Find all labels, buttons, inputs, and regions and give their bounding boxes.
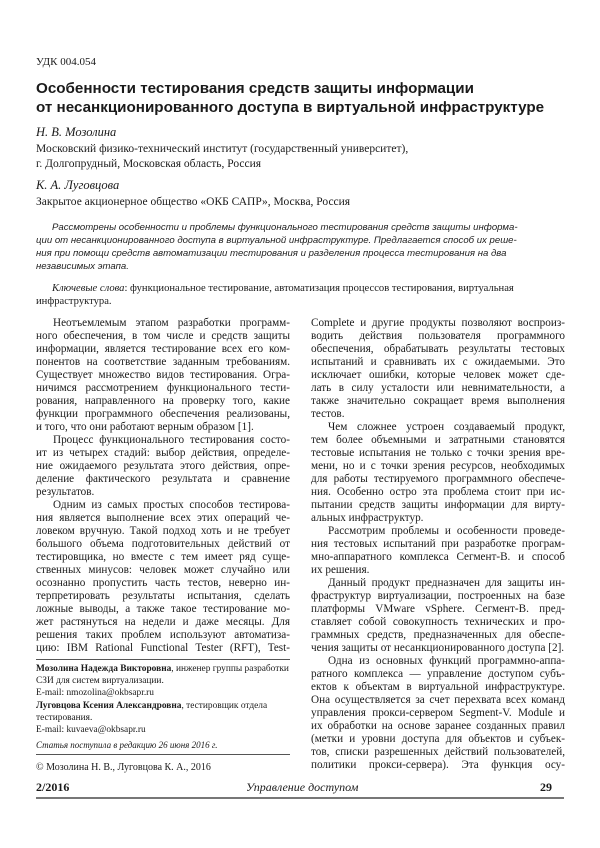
paragraph-line: ратного комплекса — управление доступом субъ-: [311, 668, 565, 681]
paragraph-line: их решения.: [311, 564, 565, 577]
paragraph-line: Одним из самых простых способов тестирова-: [36, 499, 290, 512]
paragraph-line: для работы тестируемого программного обеспече-: [311, 473, 565, 486]
footnote-name: Мозолина Надежда Викторовна: [36, 664, 171, 674]
right-column: [311, 317, 565, 772]
author-footnotes: [36, 663, 292, 736]
paragraph-line: Данный продукт предназначен для защиты ин-: [311, 577, 565, 590]
paragraph-line: ничимся рассмотрением функционального тести-: [36, 382, 290, 395]
footer-rule: [36, 797, 564, 799]
paragraph-line: ственных минусов: человек может случайно или: [36, 564, 290, 577]
affiliation-line: г. Долгопрудный, Московская область, Россия: [36, 157, 408, 172]
copyright: © Мозолина Н. В., Луговцова К. А., 2016: [36, 762, 211, 773]
paragraph-line: решения таких проблем используют автоматиза-: [36, 629, 290, 642]
paragraph-line: функции программного обеспечения реализованы,: [36, 408, 290, 421]
journal-name: Управление доступом: [246, 780, 358, 795]
paragraph-line: политики прокси-сервера). Эта функция осу-: [311, 759, 565, 772]
paragraph-line: Неотъемлемым этапом разработки программ-: [36, 317, 290, 330]
paragraph-line: цию: IBM Rational Functional Tester (RFT), Test-: [36, 642, 290, 655]
footnote-role: , тестировщик отдела тестирования.: [36, 701, 267, 723]
paragraph-line: деление фактического результата и сравнение: [36, 473, 290, 486]
paragraph-line: Рассмотрим проблемы и особенности проведе-: [311, 525, 565, 538]
paragraph-line: платформы VMware vSphere. Сегмент-В. пред-: [311, 603, 565, 616]
paragraph-line: альных инфраструктур.: [311, 512, 565, 525]
author-affiliation: [36, 142, 408, 172]
paragraph-line: ние ожидаемого результата этого действия, опре-: [36, 460, 290, 473]
paragraph-line: информации, является тестирование всех его ком-: [36, 343, 290, 356]
paragraph-line: обеспечения, обрабатывать результаты тестовых: [311, 343, 565, 356]
paragraph-line: тестов.: [311, 408, 565, 421]
paragraph-line: Она осуществляется за счет перехвата всех команд: [311, 694, 565, 707]
abstract-line: независимых этапа.: [36, 260, 564, 273]
author-name: К. А. Луговцова: [36, 178, 119, 193]
footnote-author: [36, 663, 292, 687]
paragraph-line: Существует множество видов тестирования. Огра-: [36, 369, 290, 382]
author-name: Н. В. Мозолина: [36, 125, 116, 140]
footnote-email: E-mail: kuvaeva@okbsapr.ru: [36, 724, 292, 736]
paragraph-line: рования, направленного на проверку того, какие: [36, 395, 290, 408]
title-line: от несанкционированного доступа в виртуальной инфраструктуре: [36, 99, 544, 118]
paragraph-line: ит из четырех стадий: выбор действия, определе-: [36, 447, 290, 460]
paragraph-line: тестировщика, но вместе с тем имеет ряд суще-: [36, 551, 290, 564]
abstract-line: ния при помощи средств автоматизации тестирования и разделения процесса тестирования на два: [36, 247, 564, 260]
paragraph-line: тов, списки разрешенных действий пользователей,: [311, 746, 565, 759]
footnote-author: [36, 700, 292, 724]
keywords-label: Ключевые слова: [52, 283, 124, 294]
page-number: 29: [540, 780, 552, 795]
paragraph-line: Чем сложнее устроен создаваемый продукт,: [311, 421, 565, 434]
paragraph-line: ставляет собой совокупность технических и про-: [311, 616, 565, 629]
paragraph-line: ловеком вручную. Такой подход хоть и не требует: [36, 525, 290, 538]
paragraph-line: тем более объемными и затратными становятся: [311, 434, 565, 447]
paragraph-line: испытаний и сравнивать их с ожидаемыми. Это: [311, 356, 565, 369]
footnote-role: , инженер группы разработки СЗИ для систем виртуализации.: [36, 664, 289, 686]
abstract-line: Рассмотрены особенности и проблемы функционального тестирования средств защиты информа-: [52, 221, 564, 234]
paragraph-line: и того, что они работают верным образом [1].: [36, 421, 290, 434]
received-date: Статья поступила в редакцию 26 июня 2016 г.: [36, 740, 218, 750]
paragraph-line: также значительно сокращает время выполнения: [311, 395, 565, 408]
abstract-line: ции от несанкционированного доступа в виртуальной инфраструктуре. Предлагается способ их реше-: [36, 234, 564, 247]
paragraph-line: ния тестовых испытаний при разработке програм-: [311, 538, 565, 551]
article-title: [36, 80, 544, 117]
issue-number: 2/2016: [36, 780, 69, 795]
paragraph-line: фраструктур виртуализации, построенных на базе: [311, 590, 565, 603]
paragraph-line: граммных средств, предназначенных для обеспе-: [311, 629, 565, 642]
title-line: Особенности тестирования средств защиты информации: [36, 80, 544, 99]
paragraph-line: ного обеспечения, в том числе и средств защиты: [36, 330, 290, 343]
paragraph-line: Процесс функционального тестирования состо-: [36, 434, 290, 447]
paragraph-line: исключает ошибки, которые человек может сде-: [311, 369, 565, 382]
paragraph-line: лать в силу усталости или невнимательности, а: [311, 382, 565, 395]
paragraph-line: (метки и уровни доступа для объектов и субъек-: [311, 733, 565, 746]
paragraph-line: ложные выводы, а также такое тестирование мо-: [36, 603, 290, 616]
footnote-email: E-mail: nmozolina@okbsapr.ru: [36, 687, 292, 699]
footnote-name: Луговцова Ксения Александровна: [36, 701, 181, 711]
keywords-text: : функциональное тестирование, автоматизация процессов тестирования, виртуальная инфраструктура.: [36, 283, 514, 307]
paragraph-line: осознанно пропустить часть тестов, неверно ин-: [36, 577, 290, 590]
paragraph-line: результатов.: [36, 486, 290, 499]
paragraph-line: терпретировать результаты испытания, сделать: [36, 590, 290, 603]
affiliation-line: Московский физико-технический институт (государственный университет),: [36, 142, 408, 157]
paragraph-line: мно-аппаратного комплекса Сегмент-В. и способ: [311, 551, 565, 564]
paragraph-line: большого объема подготовительных действий от: [36, 538, 290, 551]
paragraph-line: их обработки на основе заранее созданных правил: [311, 720, 565, 733]
paragraph-line: водить действия пользователя программного: [311, 330, 565, 343]
paragraph-line: управления прокси-сервером Segment-V. Module и: [311, 707, 565, 720]
paragraph-line: жет растянуться на недели и даже месяцы. Для: [36, 616, 290, 629]
affiliation-line: Закрытое акционерное общество «ОКБ САПР», Москва, Россия: [36, 195, 350, 210]
udk-code: УДК 004.054: [36, 56, 96, 68]
left-column: [36, 317, 290, 655]
paragraph-line: ния является выполнение всех этих операций че-: [36, 512, 290, 525]
paragraph-line: мени, но и с точки зрения ресурсов, необходимых: [311, 460, 565, 473]
paragraph-line: понентов на соответствие заданным требованиям.: [36, 356, 290, 369]
paragraph-line: Complete и другие продукты позволяют воспроиз-: [311, 317, 565, 330]
author-affiliation: [36, 195, 350, 210]
paragraph-line: ния. Особенно остро эта проблема стоит при ис-: [311, 486, 565, 499]
copyright-divider: [36, 754, 290, 755]
paragraph-line: пытании средств защиты информации для вирту-: [311, 499, 565, 512]
footnote-divider: [36, 659, 290, 660]
paragraph-line: чения защиты от несанкционированного доступа [2].: [311, 642, 565, 655]
paragraph-line: тестовые испытания не только с точки зрения вре-: [311, 447, 565, 460]
keywords: [36, 282, 564, 308]
abstract: [52, 221, 564, 273]
paragraph-line: ектов к объектам в виртуальной инфраструктуре.: [311, 681, 565, 694]
paragraph-line: Одна из основных функций программно-аппа-: [311, 655, 565, 668]
